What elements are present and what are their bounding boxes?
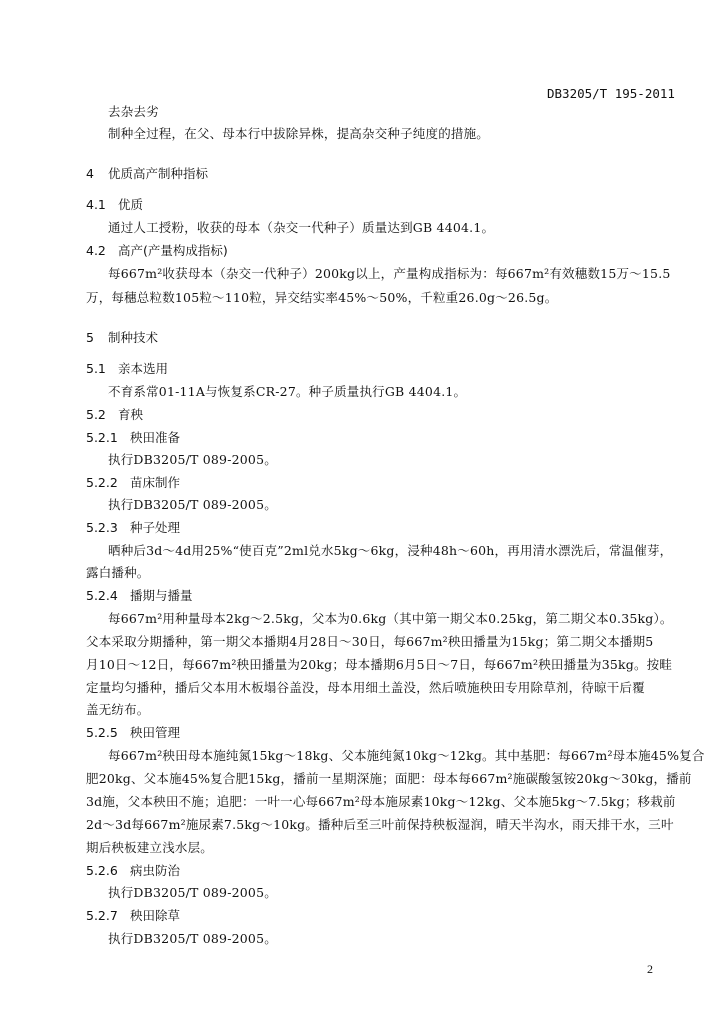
subsection-heading <box>86 195 143 213</box>
section-number: 5.2.3 <box>86 520 118 535</box>
paragraph-line: 每667m²秧田母本施纯氮15kg～18kg、父本施纯氮10kg～12kg。其中基肥：每667m²母本施45%复合 <box>108 748 705 763</box>
subsection-heading <box>86 428 180 446</box>
section-title: 育秧 <box>118 407 144 422</box>
doc-id: DB3205/T 195-2011 <box>547 86 675 101</box>
section-title: 优质 <box>118 197 144 212</box>
section-number: 5.2 <box>86 407 106 422</box>
section-number: 5.2.4 <box>86 588 118 603</box>
term-title: 去杂去劣 <box>108 104 159 119</box>
section-number: 5.2.1 <box>86 430 118 445</box>
page-number: 2 <box>647 962 653 976</box>
section-title: 播期与播量 <box>130 588 193 603</box>
paragraph-line: 执行DB3205/T 089-2005。 <box>108 931 277 946</box>
subsection-heading <box>86 586 193 604</box>
paragraph-line: 定量均匀播种，播后父本用木板塌谷盖没，母本用细土盖没，然后喷施秧田专用除草剂，待晾干后覆 <box>86 680 645 695</box>
subsection-heading <box>86 359 168 377</box>
subsection-heading <box>86 241 228 259</box>
paragraph-line: 每667m²用种量母本2kg～2.5kg，父本为0.6kg（其中第一期父本0.25kg，第二期父本0.35kg）。 <box>108 611 673 626</box>
paragraph-line: 盖无纺布。 <box>86 702 150 717</box>
section-number: 5.1 <box>86 361 106 376</box>
paragraph-line: 月10日～12日，每667m²秧田播量为20kg；母本播期6月5日～7日，每667m²秧田播量为35kg。按畦 <box>86 657 673 672</box>
section-title: 制种技术 <box>108 330 159 345</box>
paragraph-line: 父本采取分期播种，第一期父本播期4月28日～30日，每667m²秧田播量为15kg；第二期父本播期5 <box>86 634 654 649</box>
section-title: 病虫防治 <box>130 863 181 878</box>
section-title: 苗床制作 <box>130 475 181 490</box>
paragraph-line: 执行DB3205/T 089-2005。 <box>108 452 277 467</box>
section-title: 亲本选用 <box>118 361 169 376</box>
paragraph-line: 执行DB3205/T 089-2005。 <box>108 497 277 512</box>
subsection-heading <box>86 473 180 491</box>
paragraph-line: 2d～3d每667m²施尿素7.5kg～10kg。播种后至三叶前保持秧板湿润，晴天半沟水，雨天排干水，三叶 <box>86 817 674 832</box>
paragraph-line: 肥20kg、父本施45%复合肥15kg，播前一星期深施；面肥：母本每667m²施碳酸氢铵20kg～30kg，播前 <box>86 771 692 786</box>
section-number: 5.2.7 <box>86 908 118 923</box>
subsection-heading <box>86 518 180 536</box>
paragraph-line: 期后秧板建立浅水层。 <box>86 840 214 855</box>
section-title: 秧田准备 <box>130 430 181 445</box>
section-title: 高产(产量构成指标) <box>118 243 228 258</box>
term-definition: 制种全过程，在父、母本行中拔除异株，提高杂交种子纯度的措施。 <box>108 126 490 141</box>
paragraph-line: 每667m²收获母本（杂交一代种子）200kg以上，产量构成指标为：每667m²有效穗数15万～15.5 <box>108 266 671 281</box>
section-title: 种子处理 <box>130 520 181 535</box>
section-heading <box>86 328 158 346</box>
subsection-heading <box>86 405 143 423</box>
section-number: 5.2.6 <box>86 863 118 878</box>
subsection-heading <box>86 861 180 879</box>
paragraph-line: 晒种后3d～4d用25%“使百克”2ml兑水5kg～6kg，浸种48h～60h，再用清水漂洗后，常温催芽， <box>108 543 673 558</box>
subsection-heading <box>86 723 180 741</box>
section-heading <box>86 164 208 182</box>
section-number: 4.2 <box>86 243 106 258</box>
paragraph-line: 不育系常01-11A与恢复系CR-27。种子质量执行GB 4404.1。 <box>108 384 467 399</box>
paragraph-line: 3d施，父本秧田不施；追肥：一叶一心每667m²母本施尿素10kg～12kg、父本施5kg～7.5kg；移栽前 <box>86 794 676 809</box>
paragraph-line: 露白播种。 <box>86 565 150 580</box>
section-number: 4 <box>86 166 94 181</box>
section-number: 5 <box>86 330 94 345</box>
paragraph-line: 执行DB3205/T 089-2005。 <box>108 885 277 900</box>
section-title: 秧田除草 <box>130 908 181 923</box>
section-title: 优质高产制种指标 <box>108 166 209 181</box>
section-number: 5.2.2 <box>86 475 118 490</box>
paragraph-line: 通过人工授粉，收获的母本（杂交一代种子）质量达到GB 4404.1。 <box>108 220 495 235</box>
section-number: 4.1 <box>86 197 106 212</box>
subsection-heading <box>86 906 180 924</box>
paragraph-line: 万，每穗总粒数105粒～110粒，异交结实率45%～50%，千粒重26.0g～26.5g。 <box>86 290 558 305</box>
section-number: 5.2.5 <box>86 725 118 740</box>
section-title: 秧田管理 <box>130 725 181 740</box>
